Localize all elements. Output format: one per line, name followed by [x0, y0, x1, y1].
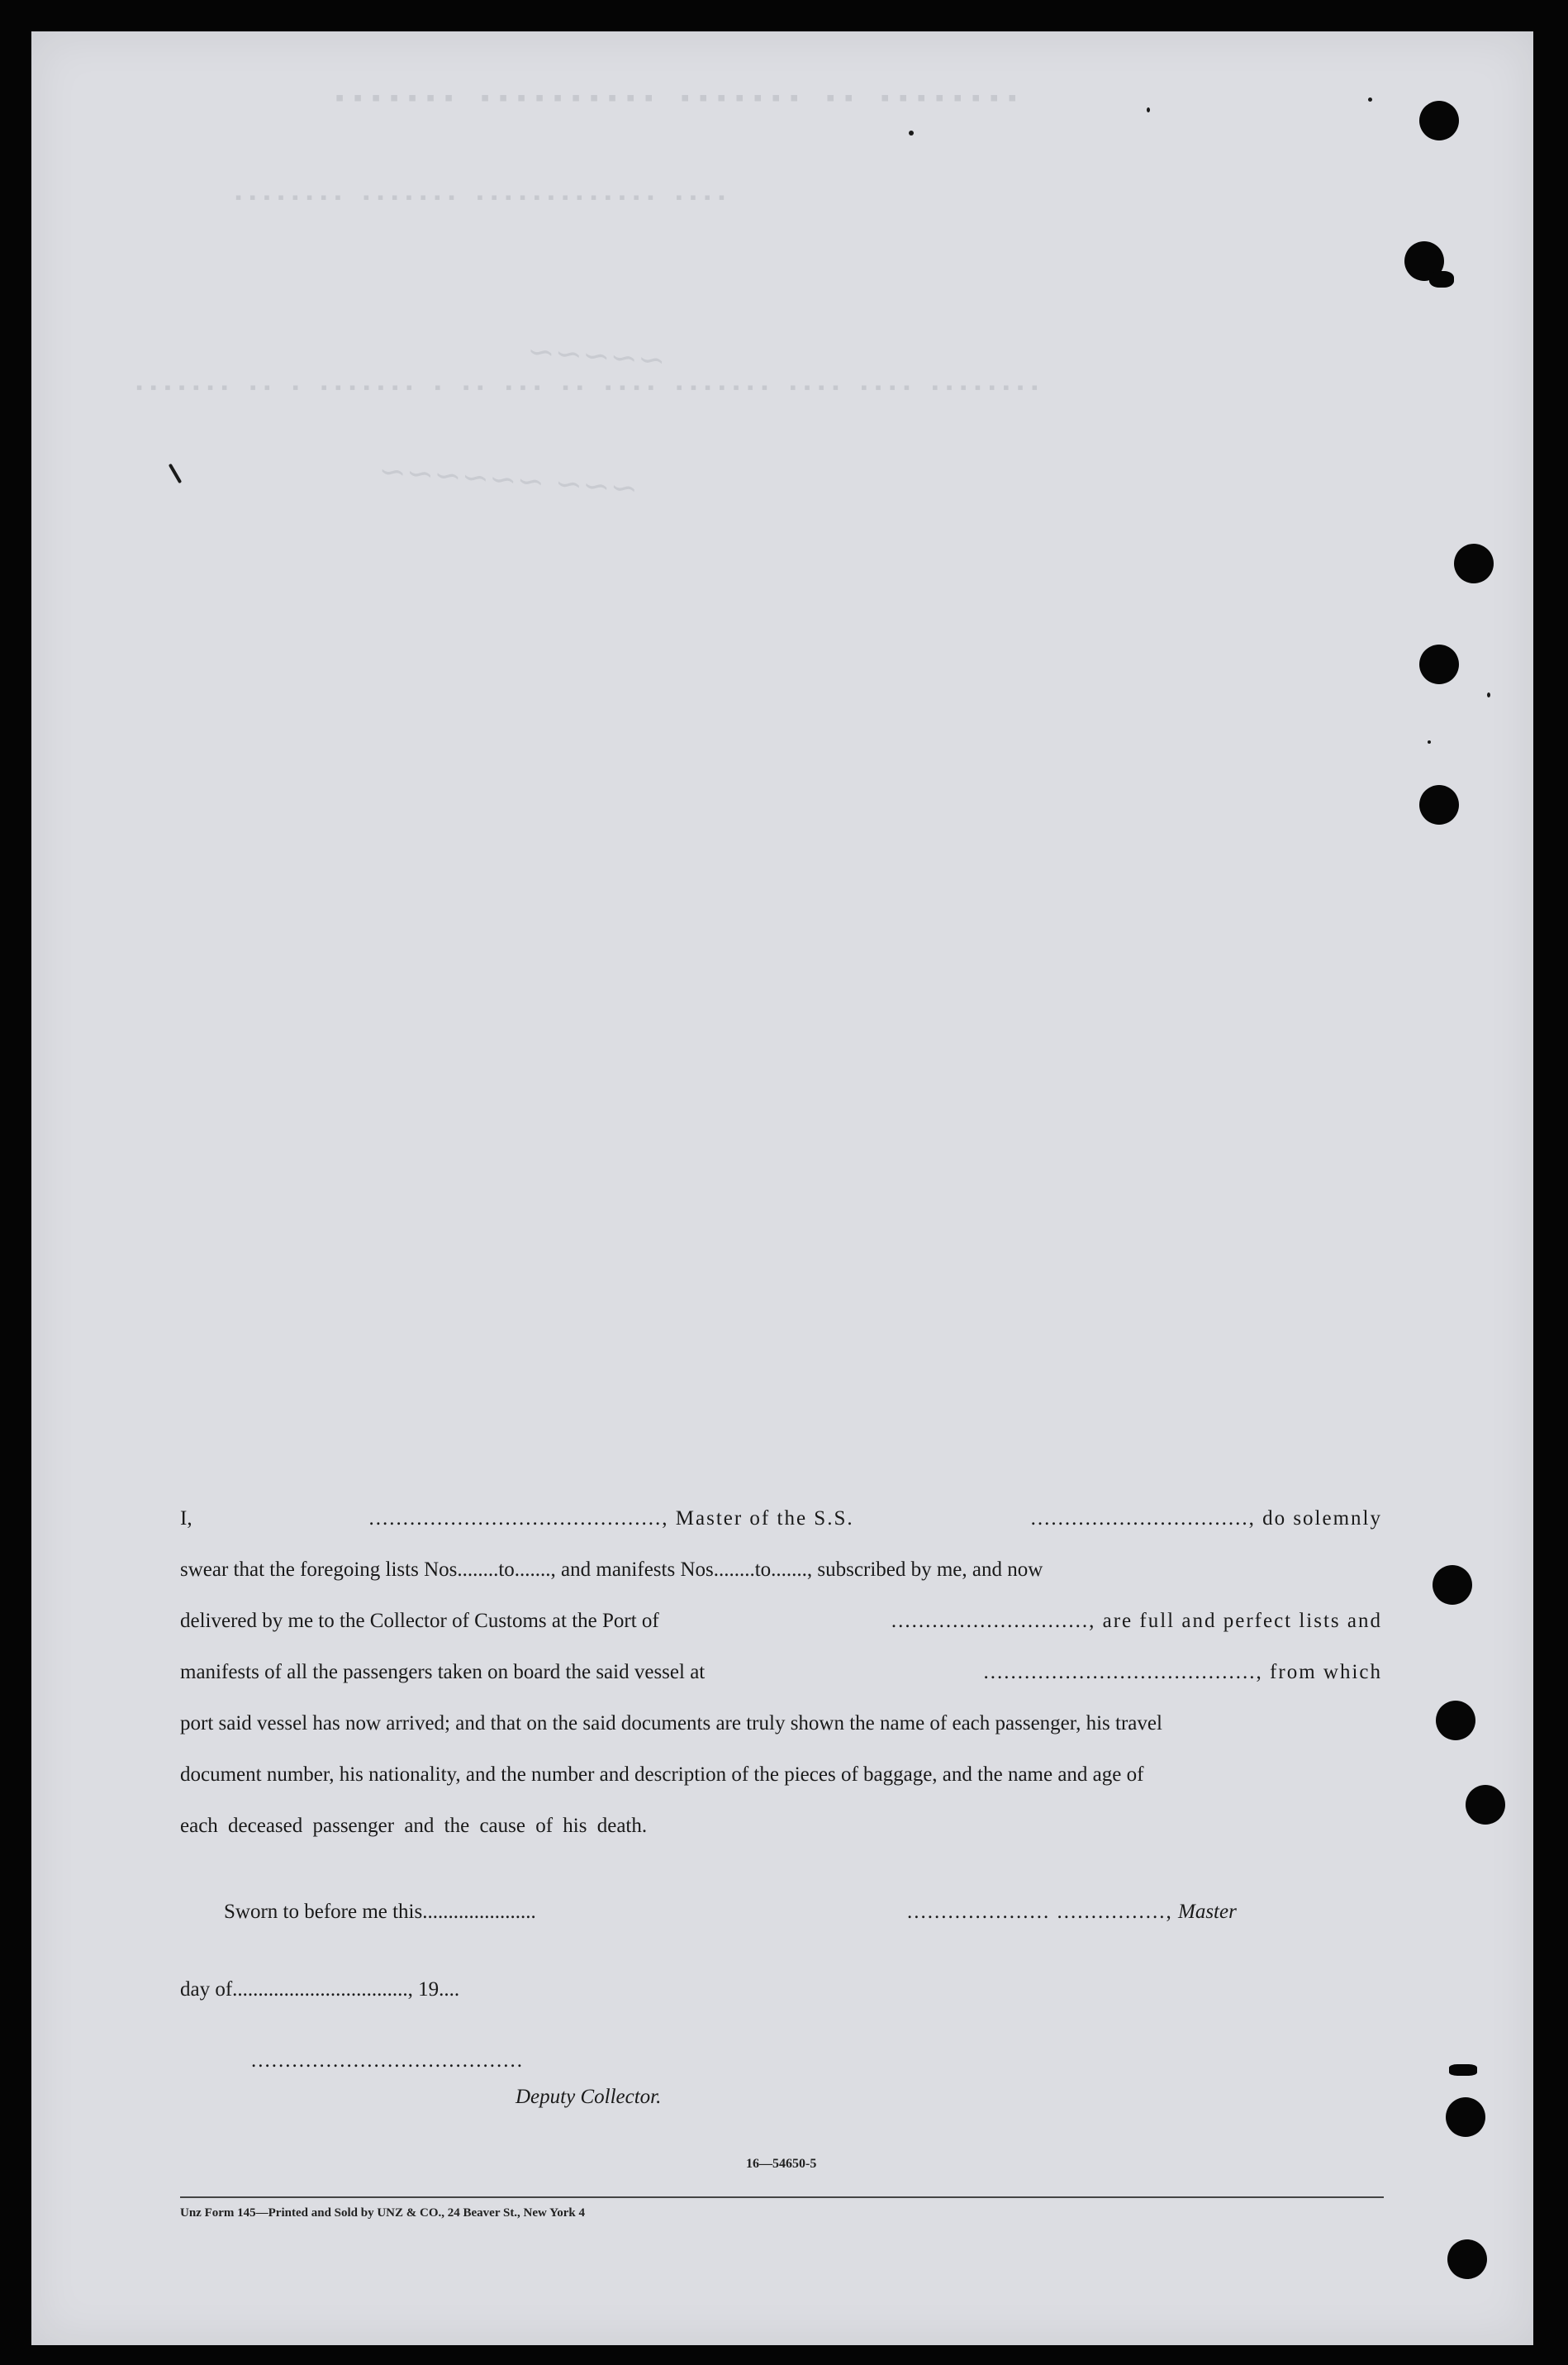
bleed-through-handwriting: ~~~~~ — [525, 332, 667, 380]
binder-hole — [1446, 2097, 1485, 2137]
departure-port-field: ........................................, from which — [983, 1661, 1382, 1683]
ink-speck — [909, 131, 914, 136]
deputy-collector-label: Deputy Collector. — [516, 2086, 662, 2108]
binder-hole — [1419, 101, 1459, 140]
bleed-through-heading: ▪▪▪▪▪▪▪▪ ▪▪ ▪▪▪▪▪▪▪ ▪▪▪▪▪▪▪▪▪▪ ▪▪▪▪▪▪▪ — [329, 86, 1020, 114]
ink-speck — [1487, 692, 1490, 697]
oath-line-2 — [180, 1558, 1382, 1582]
ink-speck — [1428, 740, 1431, 744]
oath-line-7 — [180, 1815, 1382, 1838]
oath-text: I, — [180, 1507, 192, 1530]
footer-divider — [180, 2196, 1384, 2198]
oath-text: manifests of all the passengers taken on board the said vessel at — [180, 1661, 706, 1683]
ink-speck — [1147, 107, 1150, 112]
ink-mark — [169, 464, 182, 484]
vessel-name-field: ................................, do solemnly — [1030, 1507, 1382, 1530]
port-field: ............................., are full and perfect lists and — [891, 1610, 1382, 1632]
oath-text: document number, his nationality, and the number and description of the pieces of baggage, and the name and age of — [180, 1763, 1144, 1786]
oath-line-6 — [180, 1763, 1382, 1787]
binder-hole — [1433, 1565, 1472, 1605]
binder-hole — [1419, 785, 1459, 825]
binder-hole — [1436, 1701, 1475, 1740]
lists-manifests-field: swear that the foregoing lists Nos........to......., and manifests Nos........to......., subscribed by me, and now — [180, 1558, 1043, 1581]
oath-line-4 — [180, 1661, 1382, 1684]
form-number: 16—54650-5 — [746, 2157, 817, 2171]
binder-hole — [1454, 544, 1494, 583]
binder-hole — [1419, 645, 1459, 684]
day-of-field: day of.................................., 19.... — [180, 1978, 460, 2001]
oath-text: port said vessel has now arrived; and that on the said documents are truly shown the name of each passenger, his travel — [180, 1712, 1162, 1734]
bleed-through-row: ▪▪▪▪ ▪▪▪▪▪▪▪▪▪▪▪▪▪ ▪▪▪▪▪▪▪ ▪▪▪▪▪▪▪▪ — [230, 188, 728, 209]
master-name-field: ..........................................., Master of the S.S. — [368, 1507, 854, 1530]
binder-hole-tear — [1429, 271, 1454, 288]
bleed-through-row: ▪▪▪▪▪▪▪▪ ▪▪▪▪ ▪▪▪▪ ▪▪▪▪▪▪▪ ▪▪▪▪ ▪▪ ▪▪▪ ▪▪ ▪ ▪▪▪▪▪▪▪ ▪ ▪▪ ▪▪▪▪▪▪▪ — [131, 378, 1040, 399]
oath-line-5 — [180, 1712, 1382, 1735]
binder-hole — [1466, 1785, 1505, 1825]
oath-text: each deceased passenger and the cause of his death. — [180, 1815, 648, 1837]
master-signature-line — [907, 1901, 1237, 1924]
printer-imprint: Unz Form 145—Printed and Sold by UNZ & CO., 24 Beaver St., New York 4 — [180, 2206, 585, 2220]
oath-line-3 — [180, 1610, 1382, 1633]
bleed-through-handwriting: ~~~ ~~~~~~ — [377, 452, 639, 508]
deputy-collector-signature-field: ........................................ — [251, 2049, 524, 2072]
document-page — [31, 31, 1533, 2345]
sworn-date-field: Sworn to before me this...................... — [224, 1901, 536, 1923]
oath-text: delivered by me to the Collector of Customs at the Port of — [180, 1610, 659, 1632]
oath-line-1 — [180, 1507, 1382, 1530]
master-signature-field: ..................... ................, — [907, 1901, 1173, 1923]
binder-hole — [1447, 2239, 1487, 2279]
master-label: Master — [1178, 1901, 1237, 1923]
ink-speck — [1368, 98, 1372, 102]
binder-hole-tear — [1449, 2064, 1477, 2076]
